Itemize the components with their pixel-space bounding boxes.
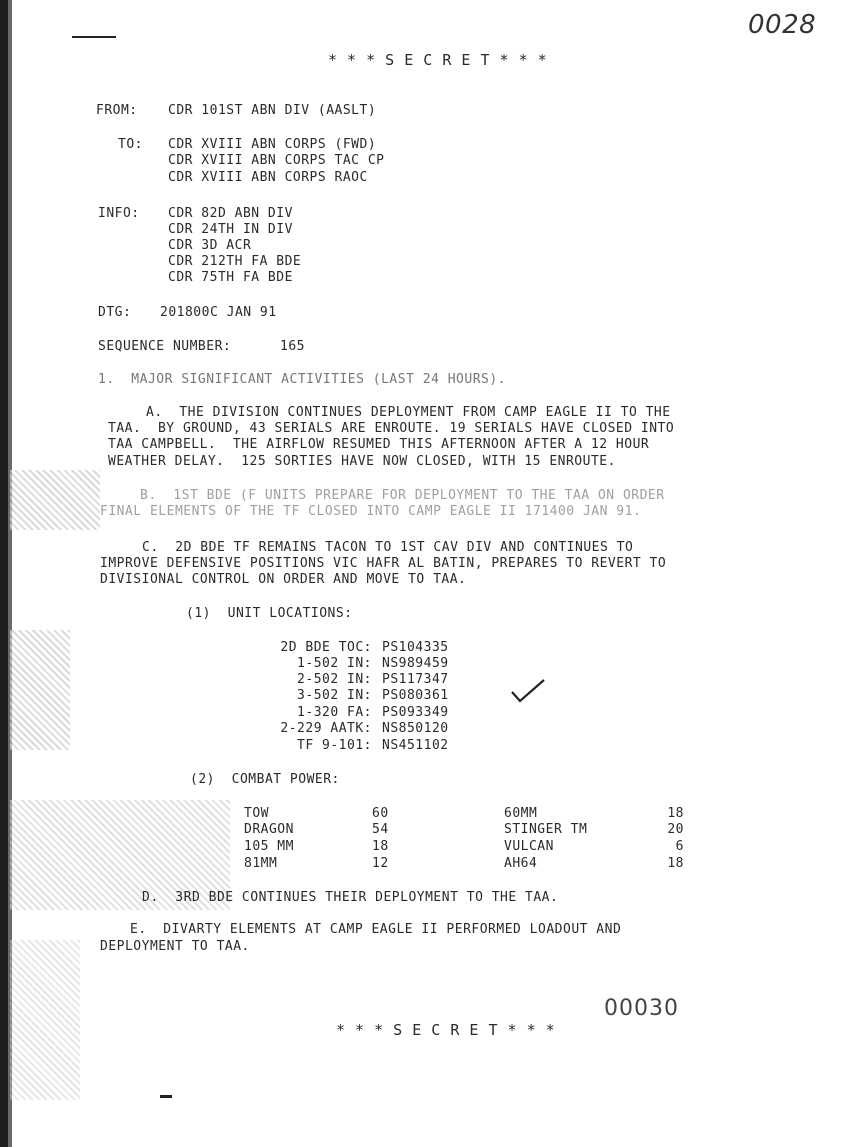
combat-qty: 18 (372, 839, 389, 854)
combat-item: 60MM (504, 806, 538, 821)
combat-item: 81MM (244, 856, 278, 871)
unit-name: 1-320 FA: (297, 705, 372, 720)
unit-location: NS989459 (382, 656, 449, 671)
combat-item: STINGER TM (504, 822, 588, 837)
para-b-line: FINAL ELEMENTS OF THE TF CLOSED INTO CAMP EAGLE II 171400 JAN 91. (100, 504, 642, 519)
unit-locations-title: (1) UNIT LOCATIONS: (186, 606, 353, 621)
unit-location: PS093349 (382, 705, 449, 720)
info-value: CDR 24TH IN DIV (168, 222, 293, 237)
info-value: CDR 212TH FA BDE (168, 254, 302, 269)
combat-qty: 18 (667, 856, 684, 871)
para-a-line: TAA CAMPBELL. THE AIRFLOW RESUMED THIS AFTERNOON AFTER A 12 HOUR (108, 437, 650, 452)
sequence-label: SEQUENCE NUMBER: (98, 339, 232, 354)
unit-name: 2-502 IN: (297, 672, 372, 687)
combat-item: AH64 (504, 856, 538, 871)
info-value: CDR 3D ACR (168, 238, 252, 253)
para-c-line: IMPROVE DEFENSIVE POSITIONS VIC HAFR AL BATIN, PREPARES TO REVERT TO (100, 556, 667, 571)
unit-name: 3-502 IN: (297, 688, 372, 703)
unit-location: PS080361 (382, 688, 449, 703)
para-a-line: TAA. BY GROUND, 43 SERIALS ARE ENROUTE. 19 SERIALS HAVE CLOSED INTO (108, 421, 675, 436)
dtg-label: DTG: (98, 305, 132, 320)
para-a-line: WEATHER DELAY. 125 SORTIES HAVE NOW CLOSED, WITH 15 ENROUTE. (108, 454, 616, 469)
to-label: TO: (118, 137, 143, 152)
combat-item: 105 MM (244, 839, 294, 854)
combat-power-title: (2) COMBAT POWER: (190, 772, 340, 787)
to-value: CDR XVIII ABN CORPS TAC CP (168, 153, 385, 168)
classification-bottom: * * * S E C R E T * * * (336, 1021, 556, 1039)
para-c-line: DIVISIONAL CONTROL ON ORDER AND MOVE TO TAA. (100, 572, 467, 587)
info-value: CDR 75TH FA BDE (168, 270, 293, 285)
scan-mark (72, 36, 116, 38)
combat-item: VULCAN (504, 839, 554, 854)
scan-edge-left (0, 0, 8, 1147)
to-value: CDR XVIII ABN CORPS RAOC (168, 170, 368, 185)
para-a-line: A. THE DIVISION CONTINUES DEPLOYMENT FROM CAMP EAGLE II TO THE (146, 405, 671, 420)
dtg-value: 201800C JAN 91 (160, 305, 277, 320)
unit-name: 2D BDE TOC: (280, 640, 372, 655)
combat-qty: 60 (372, 806, 389, 821)
unit-name: 2-229 AATK: (280, 721, 372, 736)
to-value: CDR XVIII ABN CORPS (FWD) (168, 137, 377, 152)
unit-location: NS850120 (382, 721, 449, 736)
para-e-line: E. DIVARTY ELEMENTS AT CAMP EAGLE II PERFORMED LOADOUT AND (130, 922, 622, 937)
section-title: 1. MAJOR SIGNIFICANT ACTIVITIES (LAST 24 HOURS). (98, 372, 507, 387)
scan-noise (10, 630, 70, 750)
unit-location: NS451102 (382, 738, 449, 753)
unit-name: 1-502 IN: (297, 656, 372, 671)
para-d-line: D. 3RD BDE CONTINUES THEIR DEPLOYMENT TO THE TAA. (142, 890, 559, 905)
para-c-line: C. 2D BDE TF REMAINS TACON TO 1ST CAV DIV AND CONTINUES TO (142, 540, 634, 555)
from-value: CDR 101ST ABN DIV (AASLT) (168, 103, 377, 118)
para-b-line: B. 1ST BDE (F UNITS PREPARE FOR DEPLOYMENT TO THE TAA ON ORDER (140, 488, 665, 503)
combat-qty: 20 (667, 822, 684, 837)
sequence-value: 165 (280, 339, 305, 354)
classification-top: * * * S E C R E T * * * (328, 51, 548, 69)
combat-qty: 54 (372, 822, 389, 837)
unit-location: PS104335 (382, 640, 449, 655)
unit-location: PS117347 (382, 672, 449, 687)
info-label: INFO: (98, 206, 140, 221)
page-number-handwritten: 0028 (748, 10, 817, 40)
scan-noise (10, 940, 80, 1100)
combat-item: DRAGON (244, 822, 294, 837)
info-value: CDR 82D ABN DIV (168, 206, 293, 221)
combat-qty: 6 (675, 839, 684, 854)
combat-qty: 12 (372, 856, 389, 871)
combat-qty: 18 (667, 806, 684, 821)
page-number-stamp: 00030 (604, 996, 679, 1021)
scan-noise (10, 470, 100, 530)
unit-name: TF 9-101: (297, 738, 372, 753)
para-e-line: DEPLOYMENT TO TAA. (100, 939, 250, 954)
combat-item: TOW (244, 806, 269, 821)
check-mark-icon (510, 678, 546, 704)
from-label: FROM: (96, 103, 138, 118)
scan-mark (160, 1095, 172, 1098)
